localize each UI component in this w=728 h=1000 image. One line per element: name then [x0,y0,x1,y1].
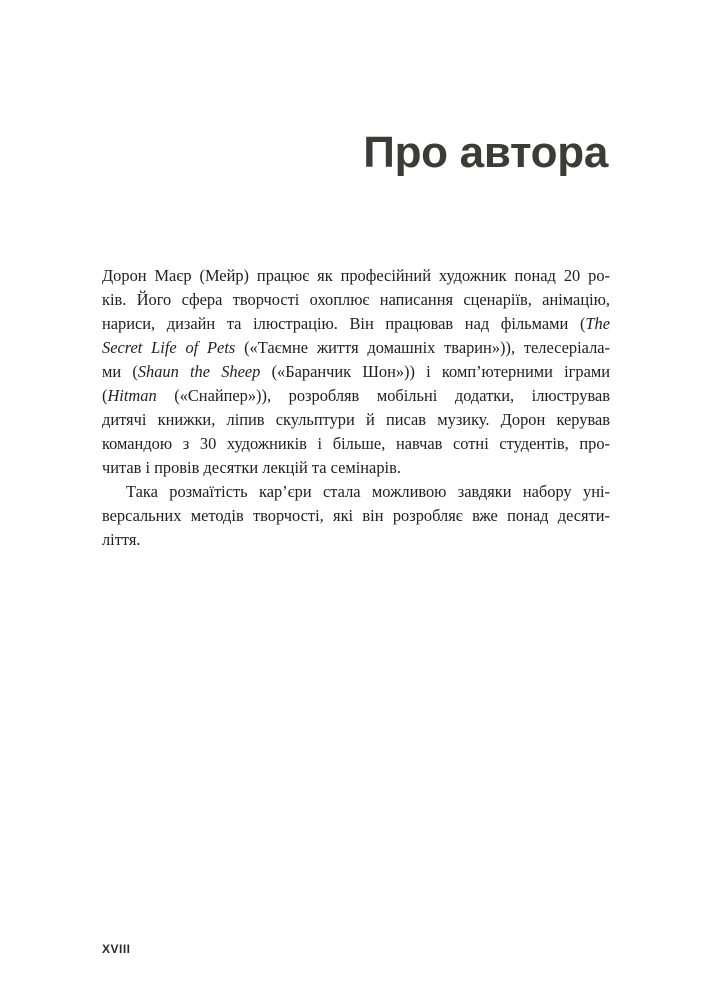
text-span: («Баранчик Шон»)) і комп’ютерними іграми [260,362,610,381]
text-line: Така розмаїтість кар’єри стала можливою завдяки набору уні- [126,482,610,501]
game-title-italic: Hitman [107,386,157,405]
text-line [102,384,610,408]
film-title-italic: The [585,314,610,333]
text-line: читав і провів десятки лекцій та семінарів. [102,458,401,477]
page-title: Про автора [363,128,608,177]
page-number: XVIII [102,942,131,956]
text-span: («Снайпер»)), розробляв мобільні додатки, ілюстрував [156,386,610,405]
text-span: нариси, дизайн та ілюстрацію. Він працював над фільмами ( [102,314,586,333]
text-line: Дорон Маєр (Мейр) працює як професійний художник понад 20 ро- [102,266,610,285]
text-line: версальних методів творчості, які він розробляє вже понад десяти- [102,506,610,525]
text-line [102,360,610,384]
text-span: («Таємне життя домашніх тварин»)), телесеріала- [235,338,610,357]
text-line: ків. Його сфера творчості охоплює написання сценаріїв, анімацію, [102,290,610,309]
text-line [102,312,610,336]
text-span: ми ( [102,362,138,381]
paragraph-1 [102,264,610,480]
text-line: дитячі книжки, ліпив скульптури й писав музику. Дорон керував [102,410,610,429]
text-line: командою з 30 художників і більше, навчав сотні студентів, про- [102,434,610,453]
paragraph-2 [102,480,610,552]
film-title-italic: Secret Life of Pets [102,338,236,357]
text-line: ліття. [102,530,141,549]
series-title-italic: Shaun the Sheep [137,362,261,381]
about-author-text [102,264,610,552]
text-span: ( [102,386,108,405]
text-line [102,336,610,360]
